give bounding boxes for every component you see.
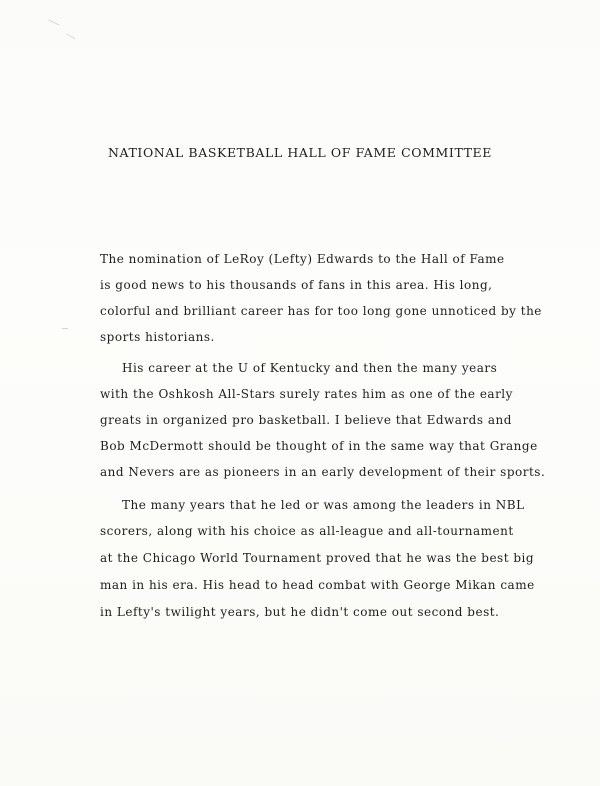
body-line: at the Chicago World Tournament proved that he was the best big xyxy=(100,551,535,565)
body-line: sports historians. xyxy=(100,330,215,344)
body-line: His career at the U of Kentucky and then the many years xyxy=(122,361,498,375)
body-line: is good news to his thousands of fans in this area. His long, xyxy=(100,278,493,292)
body-line: in Lefty's twilight years, but he didn't come out second best. xyxy=(100,605,500,619)
scan-mark xyxy=(66,34,75,40)
document-title: NATIONAL BASKETBALL HALL OF FAME COMMITTEE xyxy=(107,145,493,160)
body-line: and Nevers are as pioneers in an early development of their sports. xyxy=(100,465,546,479)
body-line: scorers, along with his choice as all-league and all-tournament xyxy=(100,524,514,538)
body-line: colorful and brilliant career has for too long gone unnoticed by the xyxy=(100,304,542,318)
body-line: The nomination of LeRoy (Lefty) Edwards to the Hall of Fame xyxy=(100,252,505,266)
body-line: with the Oshkosh All-Stars surely rates him as one of the early xyxy=(100,387,513,401)
scan-mark xyxy=(48,20,59,26)
body-line: Bob McDermott should be thought of in the same way that Grange xyxy=(100,439,538,453)
scan-mark xyxy=(62,328,68,329)
body-line: man in his era. His head to head combat with George Mikan came xyxy=(100,578,535,592)
body-line: greats in organized pro basketball. I believe that Edwards and xyxy=(100,413,512,427)
body-line: The many years that he led or was among the leaders in NBL xyxy=(122,498,525,512)
